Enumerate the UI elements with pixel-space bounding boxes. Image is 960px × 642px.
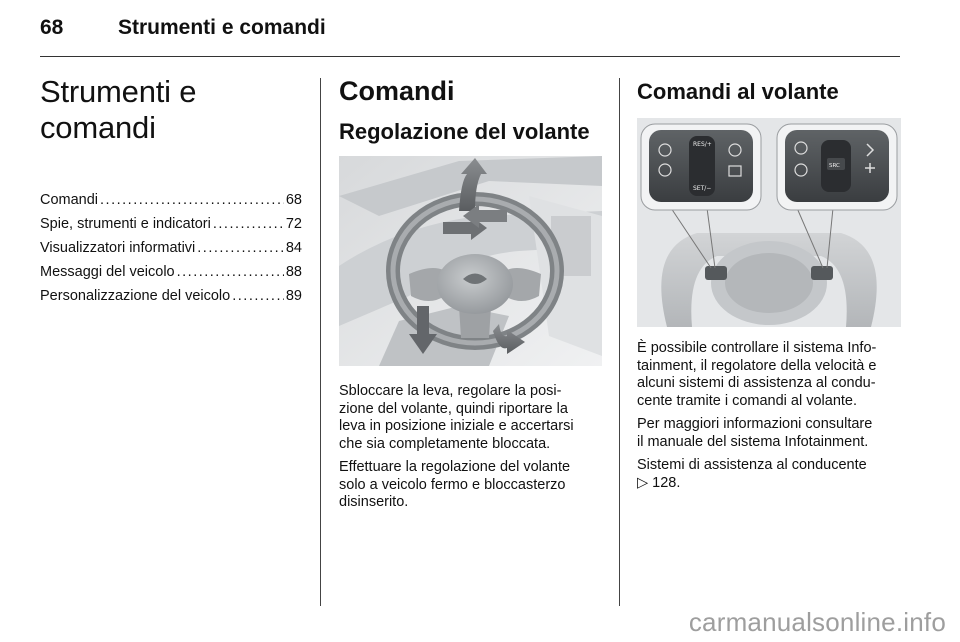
toc-label: Visualizzatori informativi — [40, 240, 196, 256]
subsection-title: Comandi al volante — [637, 79, 839, 104]
steering-adjustment-illustration — [339, 156, 602, 366]
toc-entry[interactable] — [40, 188, 302, 212]
control-label: SRC — [829, 163, 840, 169]
toc-page: 72 — [285, 216, 302, 232]
toc-entry[interactable] — [40, 236, 302, 260]
toc-leader — [177, 260, 284, 284]
subsection-title: Regolazione del volante — [339, 119, 590, 144]
steering-controls-text — [637, 340, 901, 492]
toc-page: 89 — [285, 288, 302, 304]
paragraph: È possibile controllare il sistema Info- tainment, il regolatore della velocità e alcuni sistemi di assistenza al condu- cente tramite i comandi al volante. — [637, 340, 877, 409]
toc-label: Personalizzazione del veicolo — [40, 288, 231, 304]
toc-leader — [232, 284, 284, 308]
toc-entry[interactable] — [40, 212, 302, 236]
toc-page: 88 — [285, 264, 302, 280]
toc-label: Comandi — [40, 192, 99, 208]
column-1 — [40, 74, 302, 308]
steering-controls-illustration — [637, 118, 901, 327]
page-number: 68 — [40, 16, 64, 39]
steering-wheel-controls-illustration — [637, 118, 901, 327]
toc-page: 68 — [285, 192, 302, 208]
paragraph: Effettuare la regolazione del volante solo a veicolo fermo e bloccasterzo disinserito. — [339, 459, 571, 510]
toc-leader — [100, 188, 284, 212]
steering-wheel-illustration — [339, 156, 602, 366]
chapter-title: Strumenti e comandi — [40, 74, 197, 145]
toc-label: Messaggi del veicolo — [40, 264, 175, 280]
toc-leader — [213, 212, 284, 236]
column-2 — [339, 74, 602, 518]
column-3 — [637, 74, 901, 498]
steering-adjustment-text — [339, 383, 602, 512]
column-divider-1 — [320, 78, 321, 606]
running-head: Strumenti e comandi — [118, 16, 326, 39]
paragraph: Per maggiori informazioni consultare il manuale del sistema Infotainment. — [637, 416, 873, 450]
control-label: RES/+ — [693, 141, 712, 148]
cross-reference[interactable]: Sistemi di assistenza al conducente ▷ 128. — [637, 457, 867, 491]
header-rule — [40, 56, 900, 57]
toc-entry[interactable] — [40, 284, 302, 308]
control-label: SET/− — [693, 185, 712, 192]
toc-entry[interactable] — [40, 260, 302, 284]
table-of-contents — [40, 188, 302, 308]
toc-page: 84 — [285, 240, 302, 256]
column-divider-2 — [619, 78, 620, 606]
paragraph: Sbloccare la leva, regolare la posi- zione del volante, quindi riportare la leva in posizione iniziale e accertarsi che sia completamente bloccata. — [339, 383, 574, 452]
watermark: carmanualsonline.info — [688, 607, 946, 637]
toc-label: Spie, strumenti e indicatori — [40, 216, 211, 232]
toc-leader — [197, 236, 284, 260]
section-title: Comandi — [339, 76, 455, 106]
